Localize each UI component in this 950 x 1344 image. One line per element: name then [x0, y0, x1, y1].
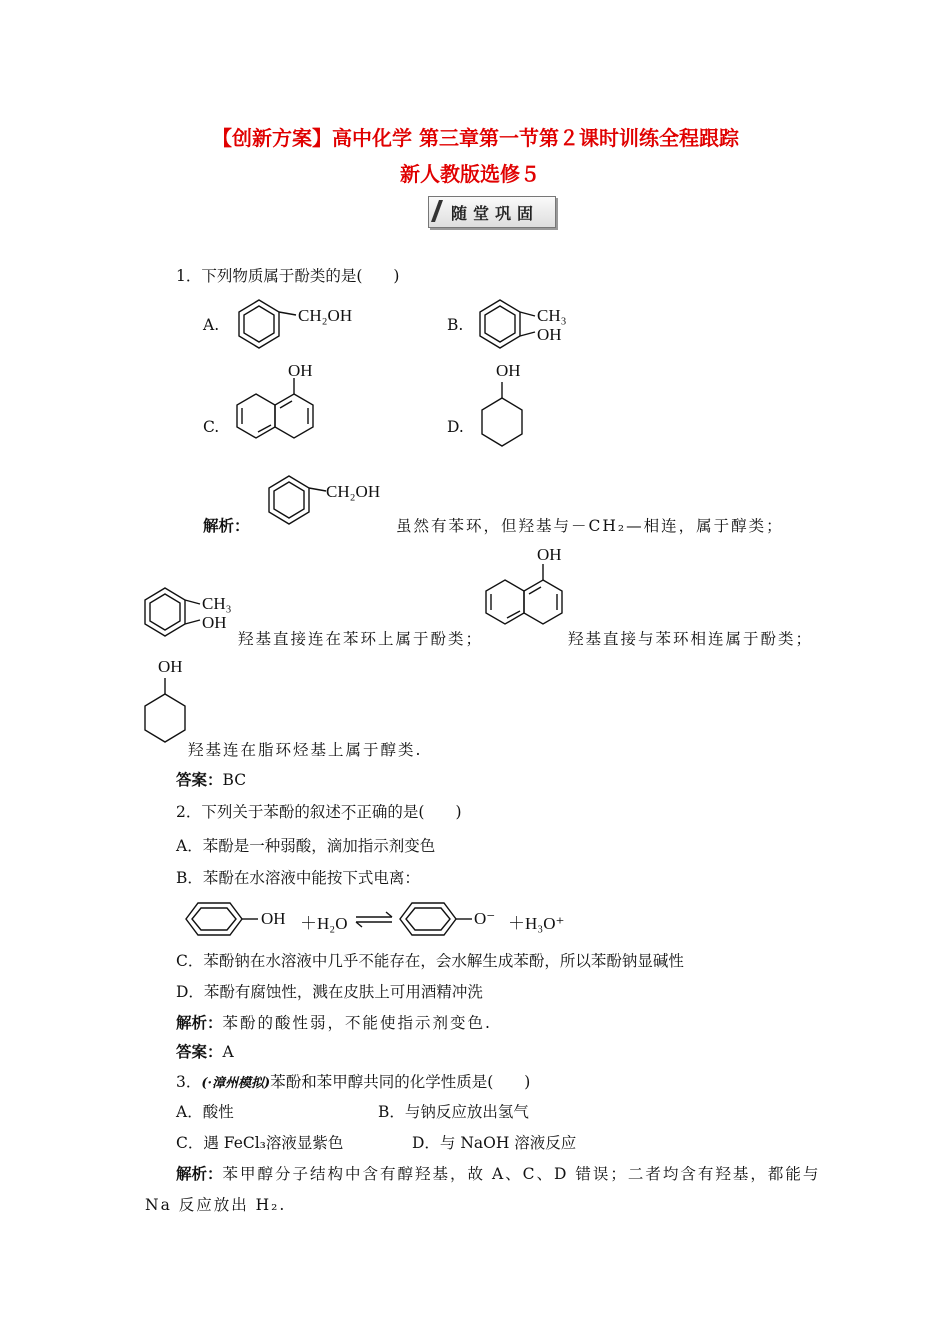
q2-analysis-label: 解析： [176, 1013, 223, 1032]
q1b-ch3: CH₃ [537, 306, 567, 325]
q1-option-a-label: A. [203, 316, 220, 334]
eq-oh: OH [261, 909, 286, 928]
q3-option-d: D．与 NaOH 溶液反应 [412, 1134, 577, 1152]
q1-option-b-label: B. [447, 316, 464, 334]
q2-option-d: D．苯酚有腐蚀性，溅在皮肤上可用酒精冲洗 [176, 983, 483, 1001]
q1b-oh: OH [537, 325, 562, 344]
cyclohexanol-structure [481, 384, 541, 464]
q1-option-d-label: D. [447, 418, 464, 436]
q3-analysis-label: 解析： [176, 1164, 223, 1183]
q2-analysis-text: 苯酚的酸性弱，不能使指示剂变色. [222, 1014, 492, 1032]
q2-option-b: B．苯酚在水溶液中能按下式电离： [176, 869, 420, 887]
eq-o-minus: O⁻ [474, 909, 496, 928]
naphthol-structure [237, 384, 317, 454]
q1c-oh: OH [288, 361, 313, 380]
naphthol-structure-2 [486, 570, 566, 640]
q1-analysis-2: 羟基直接连在苯环上属于酚类； [238, 630, 484, 648]
analysis-oh-2: OH [537, 545, 562, 564]
eq-h2o: ＋H₂O [300, 914, 348, 933]
q3-num: 3． [176, 1073, 202, 1091]
q2-stem-emph: 不 [340, 803, 357, 821]
q1-analysis-1: 虽然有苯环，但羟基与－CH₂—相连，属于醇类； [396, 517, 784, 535]
banner-slash-icon [431, 200, 443, 222]
analysis-ch2oh: CH₂OH [326, 482, 381, 501]
page-title-line2: 新人教版选修５ [400, 162, 540, 186]
q3-source: (·漳州模拟) [201, 1076, 271, 1091]
q1-option-c-label: C. [203, 418, 220, 436]
q1-answer [176, 768, 246, 790]
page-title-line1: 【创新方案】高中化学 第三章第一节第２课时训练全程跟踪 [212, 126, 739, 150]
q1-answer-label: 答案： [176, 770, 223, 789]
q3-stem [176, 1070, 530, 1092]
q1a-ch2oh: CH₂OH [298, 306, 353, 325]
section-banner [428, 196, 556, 228]
q2-option-a: A．苯酚是一种弱酸，滴加指示剂变色 [176, 837, 436, 855]
q1d-oh: OH [496, 361, 521, 380]
analysis-oh-3: OH [158, 657, 183, 676]
q3-option-a: A．酸性 [176, 1103, 234, 1121]
q2-stem-prefix: 2．下列关于苯酚的叙述 [176, 803, 341, 821]
q3-stem-text: 苯酚和苯甲醇共同的化学性质是( ) [270, 1073, 531, 1091]
q3-analysis-line1 [176, 1162, 820, 1184]
q2-option-c: C．苯酚钠在水溶液中几乎不能存在，会水解生成苯酚，所以苯酚钠显碱性 [176, 952, 684, 970]
q1-analysis-3: 羟基直接与苯环相连属于酚类； [568, 630, 814, 648]
q2-answer-value: A [222, 1043, 234, 1061]
q1-stem: 1．下列物质属于酚类的是( ) [176, 267, 400, 285]
q1-analysis-label: 解析： [203, 516, 250, 535]
q2-answer-label: 答案： [176, 1042, 223, 1061]
q2-stem-suffix: 正确的是( ) [356, 803, 462, 821]
analysis-ch3: CH₃ [202, 594, 232, 613]
q3-option-c: C．遇 FeCl₃溶液显紫色 [176, 1134, 344, 1152]
q1-analysis-4: 羟基连在脂环烃基上属于醇类. [188, 741, 423, 759]
analysis-oh-1: OH [202, 613, 227, 632]
q3-option-b: B．与钠反应放出氢气 [378, 1103, 529, 1121]
q3-analysis-1: 苯甲醇分子结构中含有醇羟基，故 A、C、D 错误；二者均含有羟基，都能与 [222, 1165, 821, 1183]
q2-analysis [176, 1011, 492, 1033]
eq-h3o: ＋H₃O⁺ [508, 914, 565, 933]
banner-label: 随堂巩固 [451, 204, 540, 223]
q2-stem [176, 800, 462, 822]
q1-answer-value: BC [222, 771, 247, 789]
q3-analysis-2: Na 反应放出 H₂. [145, 1196, 287, 1214]
q2-answer [176, 1040, 234, 1062]
